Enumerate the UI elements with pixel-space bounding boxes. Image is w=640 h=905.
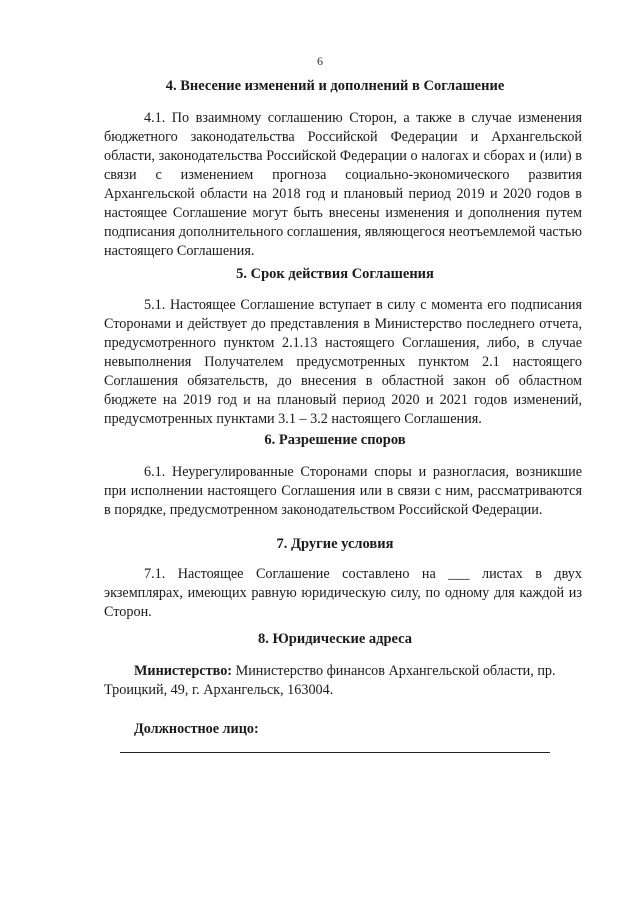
section-7-heading: 7. Другие условия [276,536,394,552]
section-6-heading: 6. Разрешение споров [264,432,406,448]
ministry-address: Министерство финансов Архангельской области, пр. Троицкий, 49, г. Архангельск, 163004. [104,663,556,698]
signature-line [120,752,550,753]
signer-label: Должностное лицо: [134,721,259,737]
section-8-heading: 8. Юридические адреса [257,631,413,647]
section-6-text: 6.1. Неурегулированные Сторонами споры и разногласия, возникшие при исполнении настоящего Соглашения или в связи с ним, рассматриваются в порядке, предусмотренном законодательством Российской Федерации. [104,464,582,518]
section-8-text [104,662,582,700]
ministry-label: Министерство: [134,663,233,679]
section-7-text: 7.1. Настоящее Соглашение составлено на ___ листах в двух экземплярах, имеющих равную юридическую силу, по одному для каждой из Сторон. [104,566,582,620]
section-4-text: 4.1. По взаимному соглашению Сторон, а также в случае изменения бюджетного законодательства Российской Федерации и Архангельской области, законодательства Российской Федерации о налогах и сборах и (или) в связи с изменением прогноза социально-экономического развития Архангельской области на 2018 год и плановый период 2019 и 2020 годов в настоящее Соглашение могут быть внесены изменения и дополнения путем подписания дополнительного соглашения, являющегося неотъемлемой частью настоящего Соглашения. [104,110,582,259]
section-4-heading: 4. Внесение изменений и дополнений в Соглашение [165,78,505,94]
page-number: 6 [317,54,323,68]
section-5-heading: 5. Срок действия Соглашения [236,266,434,282]
section-5-text: 5.1. Настоящее Соглашение вступает в силу с момента его подписания Сторонами и действует до представления в Министерство последнего отчета, предусмотренного пунктом 2.1.13 настоящего Соглашения, либо, в случае невыполнения Получателем предусмотренных пунктом 2.1 настоящего Соглашения обязательств, до внесения в областной закон об областном бюджете на 2019 год и на плановый период 2020 и 2021 годов изменений, предусмотренных пунктами 3.1 – 3.2 настоящего Соглашения. [104,297,582,427]
